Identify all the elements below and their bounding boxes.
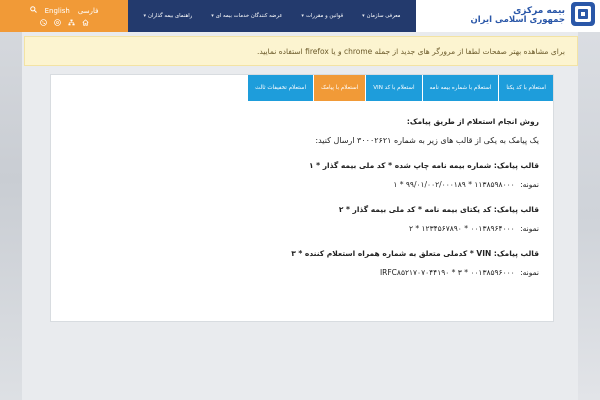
nav-item-guide[interactable] <box>143 13 192 19</box>
search-icon[interactable] <box>30 6 37 15</box>
sample-value: ۱۱۳۸۵۹۸۰۰۰ * ۹۹/۰۱/۰۰۲/۰۰۰۱۸۹ * ۱ <box>393 180 515 189</box>
home-icon[interactable] <box>82 19 89 26</box>
chevron-down-icon: ▾ <box>211 13 214 19</box>
main-nav <box>128 0 416 32</box>
logo-icon <box>570 1 596 31</box>
sample-label: نمونه: <box>520 224 539 233</box>
notice-text: برای مشاهده بهتر صفحات لطفا از مرورگر های جدید از جمله chrome و یا firefox استفاده نمایید. <box>256 46 565 56</box>
chevron-down-icon: ▾ <box>143 13 146 19</box>
logo-line-2: جمهوری اسلامی ایران <box>470 15 565 26</box>
format-sample <box>65 224 539 233</box>
tab-content-sms <box>65 117 539 293</box>
format-title: قالب پیامک: کد یکتای بیمه نامه * کد ملی بیمه گذار * ۲ <box>338 205 539 214</box>
background-left <box>0 32 22 400</box>
logo-text <box>470 7 565 25</box>
format-sample <box>65 180 539 189</box>
sample-value: ۰۰۱۳۸۹۶۴۰۰۰ * ۱۲۳۴۵۶۷۸۹۰ * ۲ <box>408 224 515 233</box>
email-icon[interactable] <box>54 19 61 26</box>
sample-value: ۰۰۱۳۸۵۹۶۰۰۰ * IRFC۸۵۲۱۷۰۷۰۴۴۱۹۰ * ۳ <box>379 268 515 277</box>
header <box>0 0 600 32</box>
inquiry-panel <box>50 74 554 322</box>
format-title: قالب پیامک: شماره بیمه نامه چاپ شده * کد ملی بیمه گذار * ۱ <box>308 161 539 170</box>
language-switcher <box>30 6 99 15</box>
phone-icon[interactable] <box>40 19 47 26</box>
nav-item-laws[interactable] <box>301 13 343 19</box>
tab-policy-number[interactable]: استعلام با شماره بیمه نامه <box>422 75 499 101</box>
nav-item-about[interactable] <box>362 13 400 19</box>
sitemap-icon[interactable] <box>68 19 75 26</box>
nav-item-label: معرفی سازمان <box>366 13 401 19</box>
nav-item-providers[interactable] <box>211 13 282 19</box>
quick-icons <box>40 19 89 26</box>
language-bar <box>0 0 128 32</box>
browser-notice <box>24 36 578 66</box>
lang-english-link[interactable]: English <box>44 6 70 15</box>
site-logo[interactable] <box>424 2 596 30</box>
sample-label: نمونه: <box>520 180 539 189</box>
tab-sms[interactable]: استعلام با پیامک <box>313 75 365 101</box>
tab-unique-code[interactable]: استعلام با کد یکتا <box>498 75 553 101</box>
format-sample <box>65 268 539 277</box>
content-heading: روش انجام استعلام از طریق پیامک: <box>406 117 539 126</box>
content-intro: یک پیامک به یکی از قالب های زیر به شماره ۳۰۰۰۲۶۲۱ ارسال کنید: <box>315 136 539 145</box>
inquiry-tabs <box>247 75 553 101</box>
tab-third-party-discounts[interactable]: استعلام تخفیفات ثالث <box>247 75 313 101</box>
format-title: قالب پیامک: VIN * کدملی متعلق به شماره همراه استعلام کننده * ۳ <box>291 249 539 258</box>
lang-persian-link[interactable]: فارسی <box>77 6 99 15</box>
logo-line-1: بیمه مرکزی <box>513 5 565 16</box>
chevron-down-icon: ▾ <box>362 13 365 19</box>
sample-label: نمونه: <box>520 268 539 277</box>
chevron-down-icon: ▾ <box>301 13 304 19</box>
nav-item-label: عرضه کنندگان خدمات بیمه ای <box>215 13 283 19</box>
nav-item-label: راهنمای بیمه گذاران <box>147 13 193 19</box>
tab-vin-code[interactable]: استعلام با کد VIN <box>365 75 421 101</box>
background-right <box>578 32 600 400</box>
nav-item-label: قوانین و مقررات <box>305 13 344 19</box>
